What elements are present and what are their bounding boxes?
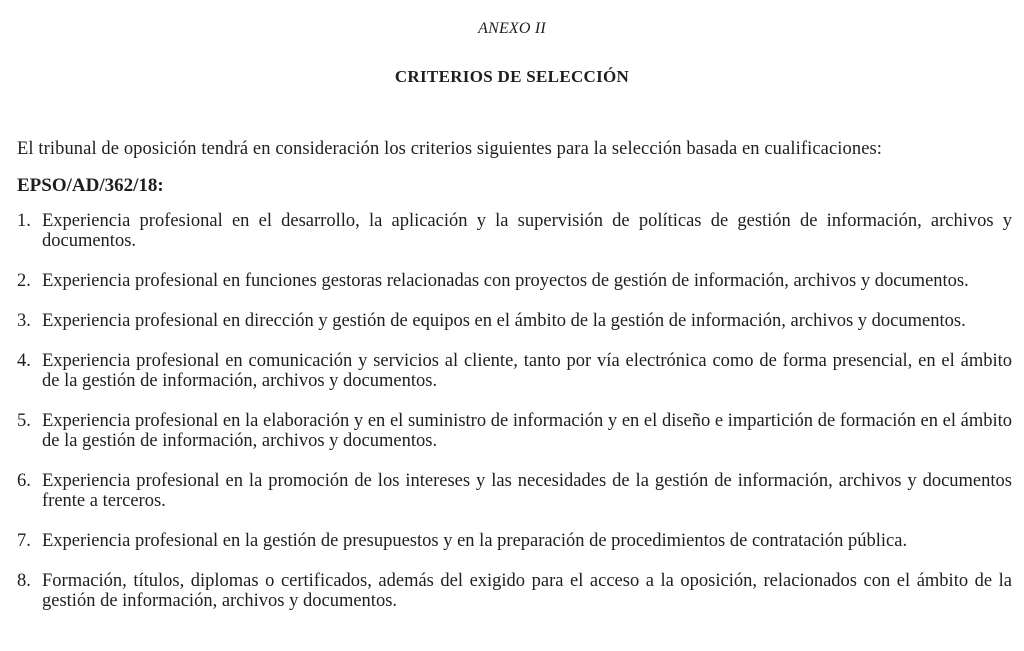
annex-label: ANEXO II bbox=[478, 20, 546, 37]
criterion-item bbox=[17, 311, 1012, 331]
criterion-text: Experiencia profesional en la elaboración y en el suministro de información y en el diseño e impartición de formación en el ámbito de la gestión de información, archivos y documentos. bbox=[42, 411, 1012, 451]
criterion-number: 7. bbox=[17, 531, 31, 551]
criteria-list bbox=[17, 211, 1012, 631]
page-title: CRITERIOS DE SELECCIÓN bbox=[394, 67, 630, 86]
criterion-number: 5. bbox=[17, 411, 31, 431]
intro-paragraph: El tribunal de oposición tendrá en consideración los criterios siguientes para la selección basada en cualificaciones: bbox=[17, 139, 883, 159]
criterion-number: 2. bbox=[17, 271, 31, 291]
criterion-number: 6. bbox=[17, 471, 31, 491]
criterion-item bbox=[17, 531, 1012, 551]
criterion-number: 8. bbox=[17, 571, 31, 591]
criterion-text: Experiencia profesional en funciones gestoras relacionadas con proyectos de gestión de información, archivos y documentos. bbox=[42, 271, 969, 291]
criterion-text: Experiencia profesional en la gestión de presupuestos y en la preparación de procedimientos de contratación pública. bbox=[42, 531, 908, 551]
criterion-number: 4. bbox=[17, 351, 31, 371]
criterion-text: Experiencia profesional en la promoción de los intereses y las necesidades de la gestión de información, archivos y documentos frente a terceros. bbox=[42, 471, 1012, 511]
criterion-text: Experiencia profesional en el desarrollo, la aplicación y la supervisión de políticas de gestión de información, archivos y documentos. bbox=[42, 211, 1012, 251]
criterion-item bbox=[17, 471, 1012, 511]
criterion-item bbox=[17, 411, 1012, 451]
criterion-text: Formación, títulos, diplomas o certificados, además del exigido para el acceso a la oposición, relacionados con el ámbito de la gestión de información, archivos y documentos. bbox=[42, 571, 1012, 611]
criterion-item bbox=[17, 351, 1012, 391]
criterion-item bbox=[17, 271, 1012, 291]
criterion-text: Experiencia profesional en dirección y gestión de equipos en el ámbito de la gestión de información, archivos y documentos. bbox=[42, 311, 966, 331]
criterion-item bbox=[17, 571, 1012, 611]
criterion-number: 1. bbox=[17, 211, 31, 231]
criterion-number: 3. bbox=[17, 311, 31, 331]
criterion-text: Experiencia profesional en comunicación y servicios al cliente, tanto por vía electrónica como de forma presencial, en el ámbito de la gestión de información, archivos y documentos. bbox=[42, 351, 1012, 391]
criterion-item bbox=[17, 211, 1012, 251]
competition-reference: EPSO/AD/362/18: bbox=[17, 175, 164, 196]
